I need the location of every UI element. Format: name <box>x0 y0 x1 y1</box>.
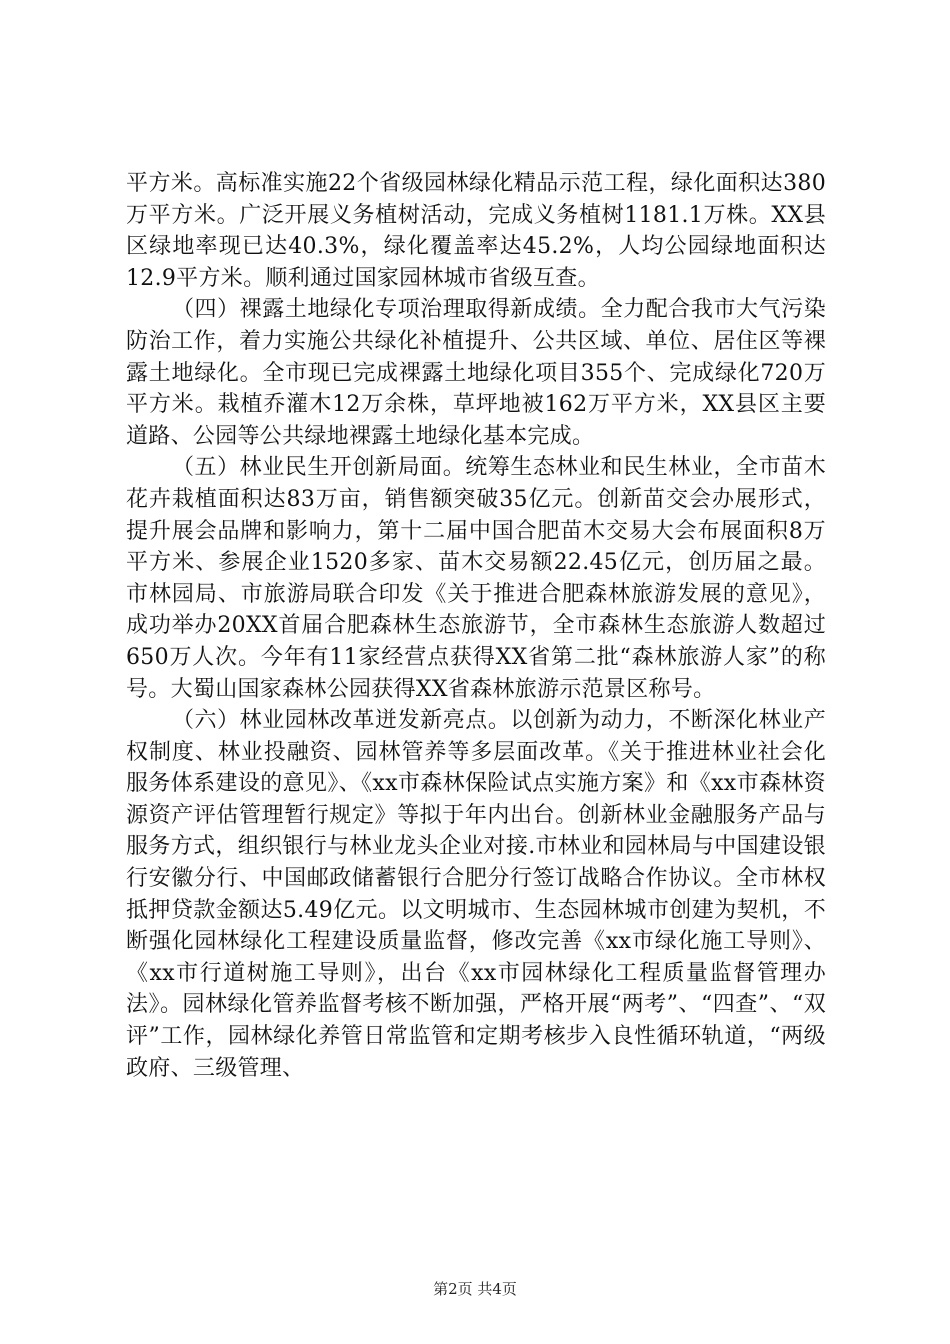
paragraph-forestry-livelihood: （五）林业民生开创新局面。统筹生态林业和民生林业，全市苗木花卉栽植面积达83万亩，销售额突破35亿元。创新苗交会办展形式，提升展会品牌和影响力，第十二届中国合肥苗木交易大会布展面积8万平方米、参展企业1520多家、苗木交易额22.45亿元，创历届之最。市林园局、市旅游局联合印发《关于推进合肥森林旅游发展的意见》，成功举办20XX首届合肥森林生态旅游节，全市森林生态旅游人数超过650万人次。今年有11家经营点获得XX省第二批“森林旅游人家”的称号。大蜀山国家森林公园获得XX省森林旅游示范景区称号。 <box>126 455 826 702</box>
page-number-footer: 第2页 共4页 <box>433 1280 517 1298</box>
paragraph-forestry-reform: （六）林业园林改革迸发新亮点。以创新为动力，不断深化林业产权制度、林业投融资、园林管养等多层面改革。《关于推进林业社会化服务体系建设的意见》、《xx市森林保险试点实施方案》和《xx市森林资源资产评估管理暂行规定》等拟于年内出台。创新林业金融服务产品与服务方式，组织银行与林业龙头企业对接.市林业和园林局与中国建设银行安徽分行、中国邮政储蓄银行合肥分行签订战略合作协议。全市林权抵押贷款金额达5.49亿元。以文明城市、生态园林城市创建为契机，不断强化园林绿化工程建设质量监督，修改完善《xx市绿化施工导则》、《xx市行道树施工导则》，出台《xx市园林绿化工程质量监督管理办法》。园林绿化管养监督考核不断加强，严格开展“两考”、“四查”、“双评”工作，园林绿化养管日常监管和定期考核步入良性循环轨道，“两级政府、三级管理、 <box>126 708 826 1081</box>
document-body <box>126 168 826 1084</box>
paragraph-bare-land-greening: （四）裸露土地绿化专项治理取得新成绩。全力配合我市大气污染防治工作，着力实施公共绿化补植提升、公共区域、单位、居住区等裸露土地绿化。全市现已完成裸露土地绿化项目355个、完成绿化720万平方米。栽植乔灌木12万余株，草坪地被162万平方米，XX县区主要道路、公园等公共绿地裸露土地绿化基本完成。 <box>126 297 826 449</box>
paragraph-greening-results: 平方米。高标准实施22个省级园林绿化精品示范工程，绿化面积达380万平方米。广泛开展义务植树活动，完成义务植树1181.1万株。XX县区绿地率现已达40.3%，绿化覆盖率达45.2%，人均公园绿地面积达12.9平方米。顺利通过国家园林城市省级互查。 <box>126 171 826 291</box>
